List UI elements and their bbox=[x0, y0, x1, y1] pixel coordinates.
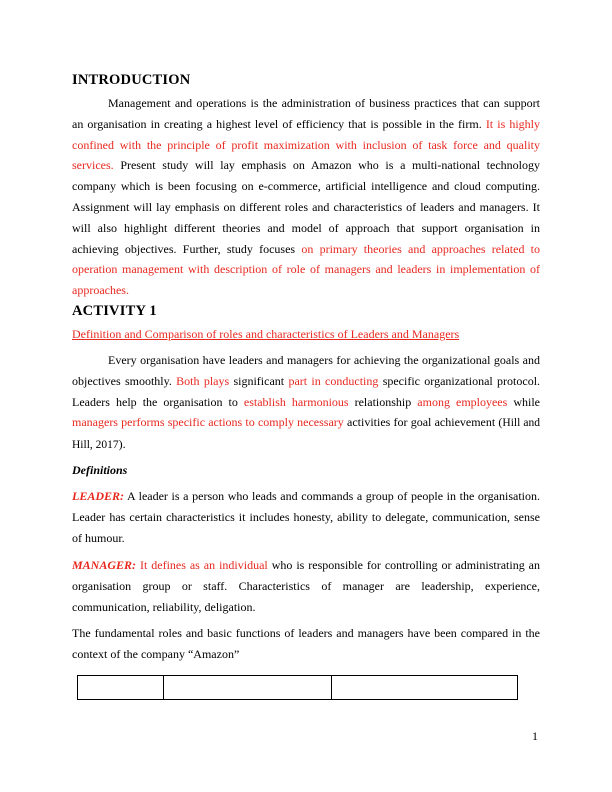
introduction-heading: INTRODUCTION bbox=[72, 72, 191, 88]
roles-text-b: significant bbox=[233, 373, 285, 388]
table-cell bbox=[332, 676, 517, 699]
roles-text-c: specific organizational protocol. Leaders help the organisation to bbox=[72, 373, 541, 409]
leader-label: LEADER: bbox=[72, 489, 125, 503]
table-cell bbox=[78, 676, 164, 699]
activity-subheading: Definition and Comparison of roles and characteristics of Leaders and Managers bbox=[72, 327, 460, 341]
roles-highlight-5: managers performs specific actions to comply necessary bbox=[72, 415, 344, 430]
comparison-intro: The fundamental roles and basic functions of leaders and managers have been compared in the context of the company “Amazon” bbox=[72, 626, 540, 661]
comparison-table bbox=[77, 675, 518, 700]
roles-text-f: activities for goal achievement ( bbox=[347, 415, 503, 430]
roles-highlight-4: among employees bbox=[417, 394, 508, 409]
roles-text-g: ). bbox=[118, 437, 126, 452]
roles-text-d: relationship bbox=[354, 394, 412, 409]
manager-label: MANAGER: bbox=[72, 558, 137, 572]
definitions-heading: Definitions bbox=[72, 463, 128, 477]
roles-highlight-1: Both plays bbox=[176, 373, 230, 388]
activity-heading: ACTIVITY 1 bbox=[72, 303, 157, 319]
intro-text-2: Present study will lay emphasis on Amazon who is a multi-national technology company which is been focusing on e-commerce, artificial intelligence and cloud computing. Assignment will lay emphasis on different roles and characteristics of leaders and managers. It will also highlight different theories and model of approach that support organisation in achieving objectives. Further, study focuses bbox=[72, 158, 540, 256]
roles-text-e: while bbox=[513, 394, 541, 409]
page-number: 1 bbox=[532, 729, 538, 743]
manager-definition bbox=[72, 555, 540, 617]
table-cell bbox=[164, 676, 332, 699]
leader-definition bbox=[72, 486, 540, 548]
intro-highlight-1: It is highly confined with the principle of profit maximization with inclusion of task force and quality services. bbox=[72, 116, 540, 173]
manager-highlight: It defines as an individual bbox=[139, 558, 268, 572]
intro-text-1: Management and operations is the administration of business practices that can support an organisation in creating a highest level of efficiency that is possible in the firm. bbox=[72, 96, 540, 131]
roles-highlight-2: part in conducting bbox=[288, 373, 379, 388]
introduction-paragraph bbox=[72, 93, 540, 301]
manager-text: who is responsible for controlling or administrating an organisation group or staff. Characteristics of manager are leadership, experience, communication, reliability, deligation. bbox=[72, 558, 540, 614]
intro-highlight-2: on primary theories and approaches related to operation management with description of role of managers and leaders in implementation of approaches. bbox=[72, 241, 541, 298]
leader-text: A leader is a person who leads and commands a group of people in the organisation. Leader has certain characteristics it includes honesty, ability to delegate, communication, sense of humour. bbox=[72, 489, 540, 545]
roles-text-a: Every organisation have leaders and managers for achieving the organizational goals and objectives smoothly. bbox=[72, 353, 540, 388]
roles-paragraph bbox=[72, 350, 540, 456]
roles-highlight-3: establish harmonious bbox=[243, 394, 349, 409]
citation: Hill and Hill, 2017 bbox=[72, 417, 540, 452]
